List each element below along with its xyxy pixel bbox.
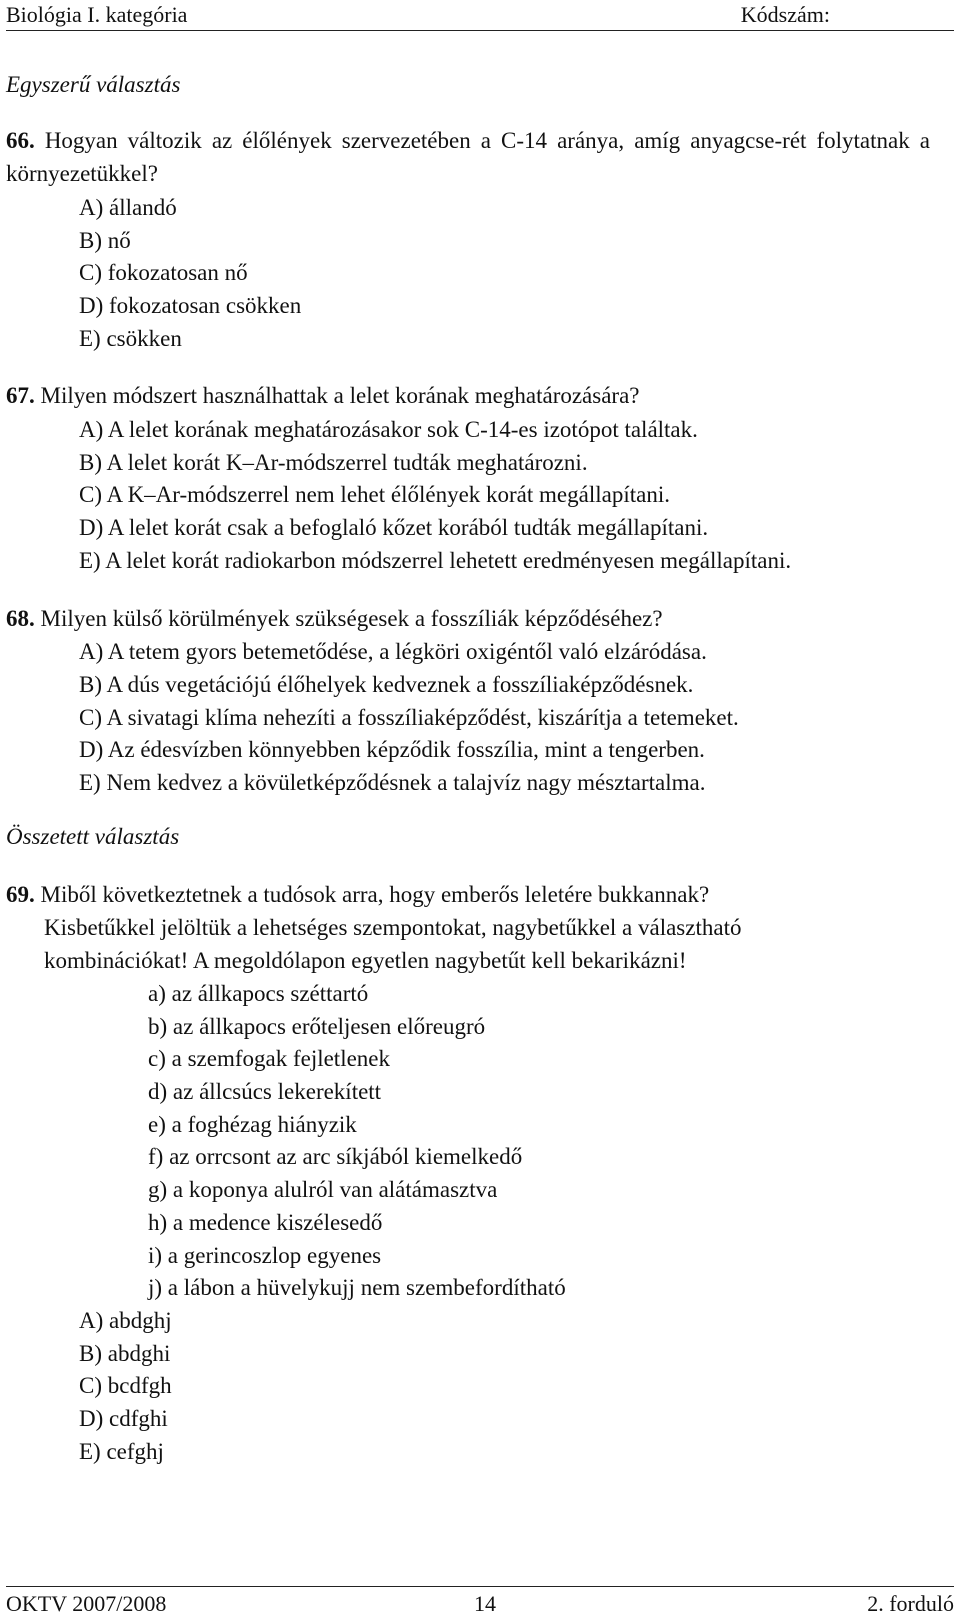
option-69-c: C) bcdfgh: [79, 1373, 172, 1398]
question-number: 68.: [6, 606, 35, 631]
round-label: 2. forduló: [867, 1591, 954, 1616]
page-number: 14: [474, 1591, 496, 1616]
option-66-a: A) állandó: [79, 195, 177, 220]
page-footer: [6, 1586, 954, 1621]
option-67-a: A) A lelet korának meghatározásakor sok C-14-es izotópot találtak.: [79, 417, 698, 442]
criterion-j: j) a lábon a hüvelykujj nem szembefordítható: [148, 1275, 566, 1300]
question-text: Miből következtetnek a tudósok arra, hogy emberős leletére bukkannak?: [40, 882, 710, 907]
page-header: [6, 2, 954, 31]
question-69-line-1: [6, 878, 930, 911]
question-69-line-2: Kisbetűkkel jelöltük a lehetséges szempontokat, nagybetűkkel a választható: [44, 915, 742, 940]
criterion-h: h) a medence kiszélesedő: [148, 1210, 383, 1235]
criterion-f: f) az orrcsont az arc síkjából kiemelkedő: [148, 1144, 523, 1169]
option-68-c: C) A sivatagi klíma nehezíti a fosszíliaképződést, kiszárítja a tetemeket.: [79, 705, 739, 730]
section-title-simple: Egyszerű választás: [6, 72, 181, 97]
option-69-d: D) cdfghi: [79, 1406, 168, 1431]
criterion-d: d) az állcsúcs lekerekített: [148, 1079, 382, 1104]
section-title-compound: Összetett választás: [6, 824, 180, 849]
subject-title: Biológia I. kategória: [6, 2, 188, 27]
criterion-c: c) a szemfogak fejletlenek: [148, 1046, 391, 1071]
option-68-a: A) A tetem gyors betemetődése, a légköri oxigéntől való elzáródása.: [79, 639, 707, 664]
question-number: 66.: [6, 128, 35, 153]
option-66-c: C) fokozatosan nő: [79, 260, 248, 285]
question-text: Milyen külső körülmények szükségesek a fosszíliák képződéséhez?: [40, 606, 663, 631]
option-67-e: E) A lelet korát radiokarbon módszerrel lehetett eredményesen megállapítani.: [79, 548, 792, 573]
competition-label: OKTV 2007/2008: [6, 1591, 167, 1616]
code-label: Kódszám:: [740, 2, 830, 27]
criterion-g: g) a koponya alulról van alátámasztva: [148, 1177, 498, 1202]
question-68: [6, 602, 930, 635]
question-number: 67.: [6, 383, 35, 408]
criterion-b: b) az állkapocs erőteljesen előreugró: [148, 1014, 486, 1039]
option-67-d: D) A lelet korát csak a befoglaló kőzet korából tudták megállapítani.: [79, 515, 709, 540]
option-66-e: E) csökken: [79, 326, 182, 351]
criterion-i: i) a gerincoszlop egyenes: [148, 1243, 382, 1268]
option-69-b: B) abdghi: [79, 1341, 171, 1366]
question-66: [6, 124, 930, 190]
criterion-a: a) az állkapocs széttartó: [148, 981, 369, 1006]
option-68-b: B) A dús vegetációjú élőhelyek kedveznek a fosszíliaképződésnek.: [79, 672, 694, 697]
option-69-e: E) cefghj: [79, 1439, 164, 1464]
option-66-b: B) nő: [79, 228, 131, 253]
option-67-c: C) A K–Ar-módszerrel nem lehet élőlények korát megállapítani.: [79, 482, 670, 507]
question-69-line-3: kombinációkat! A megoldólapon egyetlen nagybetűt kell bekarikázni!: [44, 948, 687, 973]
criterion-e: e) a foghézag hiányzik: [148, 1112, 357, 1137]
option-67-b: B) A lelet korát K–Ar-módszerrel tudták meghatározni.: [79, 450, 588, 475]
question-67: [6, 379, 930, 412]
question-text: Hogyan változik az élőlények szervezetében a C-14 aránya, amíg anyagcse-rét folytatnak a környezetükkel?: [6, 128, 931, 186]
option-68-e: E) Nem kedvez a kövületképződésnek a talajvíz nagy mésztartalma.: [79, 770, 706, 795]
option-68-d: D) Az édesvízben könnyebben képződik fosszília, mint a tengerben.: [79, 737, 705, 762]
question-text: Milyen módszert használhattak a lelet korának meghatározására?: [40, 383, 640, 408]
option-66-d: D) fokozatosan csökken: [79, 293, 302, 318]
option-69-a: A) abdghj: [79, 1308, 172, 1333]
question-number: 69.: [6, 882, 35, 907]
